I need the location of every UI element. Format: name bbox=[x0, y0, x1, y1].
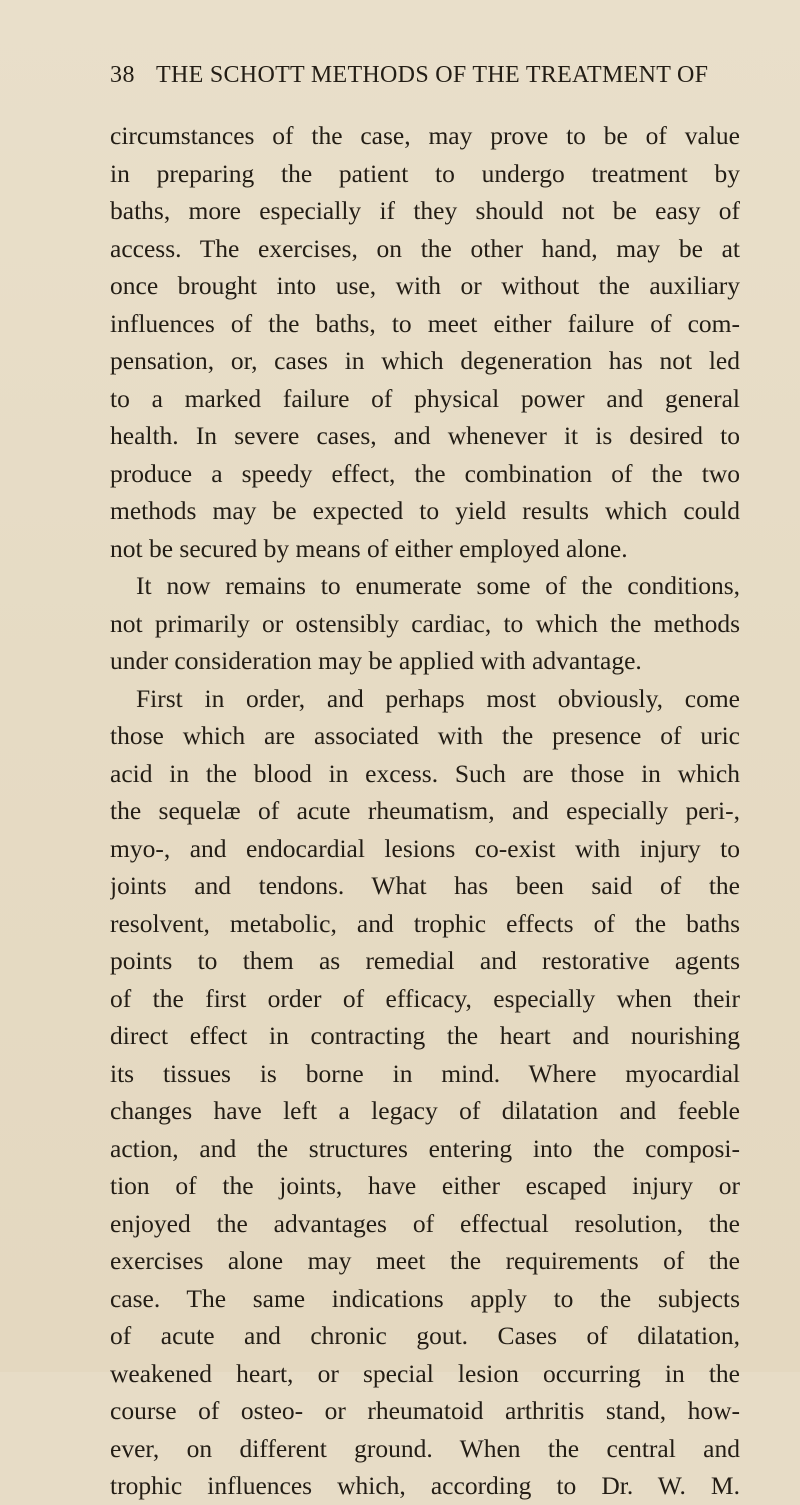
body-text bbox=[110, 117, 740, 1505]
text-line: in preparing the patient to undergo treatment by bbox=[110, 158, 740, 188]
text-line: pensation, or, cases in which degeneration has not led bbox=[110, 346, 740, 375]
text-line: joints and tendons. What has been said of the bbox=[110, 871, 740, 900]
text-line: changes have left a legacy of dilatation and feeble bbox=[110, 1096, 740, 1125]
text-line: its tissues is borne in mind. Where myocardial bbox=[110, 1058, 740, 1088]
text-line: weakened heart, or special lesion occurring in the bbox=[110, 1358, 740, 1388]
text-line: access. The exercises, on the other hand, may be at bbox=[110, 233, 740, 263]
running-title: THE SCHOTT METHODS OF THE TREATMENT OF bbox=[156, 62, 709, 88]
text-line: resolvent, metabolic, and trophic effects of the baths bbox=[110, 908, 740, 938]
text-line: tion of the joints, have either escaped injury or bbox=[110, 1171, 740, 1200]
text-line: baths, more especially if they should not be easy of bbox=[110, 196, 740, 225]
text-line: ever, on different ground. When the central and bbox=[110, 1433, 740, 1463]
text-line: First in order, and perhaps most obviously, come bbox=[136, 683, 740, 713]
text-line: acid in the blood in excess. Such are those in which bbox=[110, 758, 740, 788]
text-line: trophic influences which, according to Dr. W. M. bbox=[110, 1471, 740, 1500]
text-line: case. The same indications apply to the subjects bbox=[110, 1283, 740, 1313]
page-number: 38 bbox=[110, 62, 135, 88]
text-line: of the first order of efficacy, especially when their bbox=[110, 983, 740, 1013]
text-line: action, and the structures entering into the composi- bbox=[110, 1133, 740, 1163]
text-line: produce a speedy effect, the combination of the two bbox=[110, 458, 740, 488]
text-line: myo-, and endocardial lesions co-exist with injury to bbox=[110, 833, 740, 863]
text-line: methods may be expected to yield results which could bbox=[110, 496, 740, 525]
running-head bbox=[110, 62, 730, 98]
text-line: points to them as remedial and restorative agents bbox=[110, 946, 740, 975]
text-line: enjoyed the advantages of effectual resolution, the bbox=[110, 1208, 740, 1238]
text-line: under consideration may be applied with advantage. bbox=[110, 646, 642, 675]
text-line: influences of the baths, to meet either failure of com- bbox=[110, 308, 740, 338]
text-line: circumstances of the case, may prove to be of value bbox=[110, 121, 740, 150]
text-line: direct effect in contracting the heart and nourishing bbox=[110, 1021, 740, 1050]
text-line: those which are associated with the presence of uric bbox=[110, 721, 740, 750]
text-line: of acute and chronic gout. Cases of dilatation, bbox=[110, 1321, 740, 1350]
text-line: not be secured by means of either employed alone. bbox=[110, 533, 628, 563]
text-line: health. In severe cases, and whenever it is desired to bbox=[110, 421, 740, 450]
text-line: exercises alone may meet the requirements of the bbox=[110, 1246, 740, 1275]
text-line: the sequelæ of acute rheumatism, and especially peri-, bbox=[110, 796, 740, 825]
text-line: once brought into use, with or without the auxiliary bbox=[110, 271, 740, 300]
text-line: It now remains to enumerate some of the conditions, bbox=[136, 571, 740, 600]
text-line: to a marked failure of physical power and general bbox=[110, 383, 740, 413]
text-line: course of osteo- or rheumatoid arthritis stand, how- bbox=[110, 1396, 740, 1425]
text-line: not primarily or ostensibly cardiac, to which the methods bbox=[110, 608, 740, 638]
